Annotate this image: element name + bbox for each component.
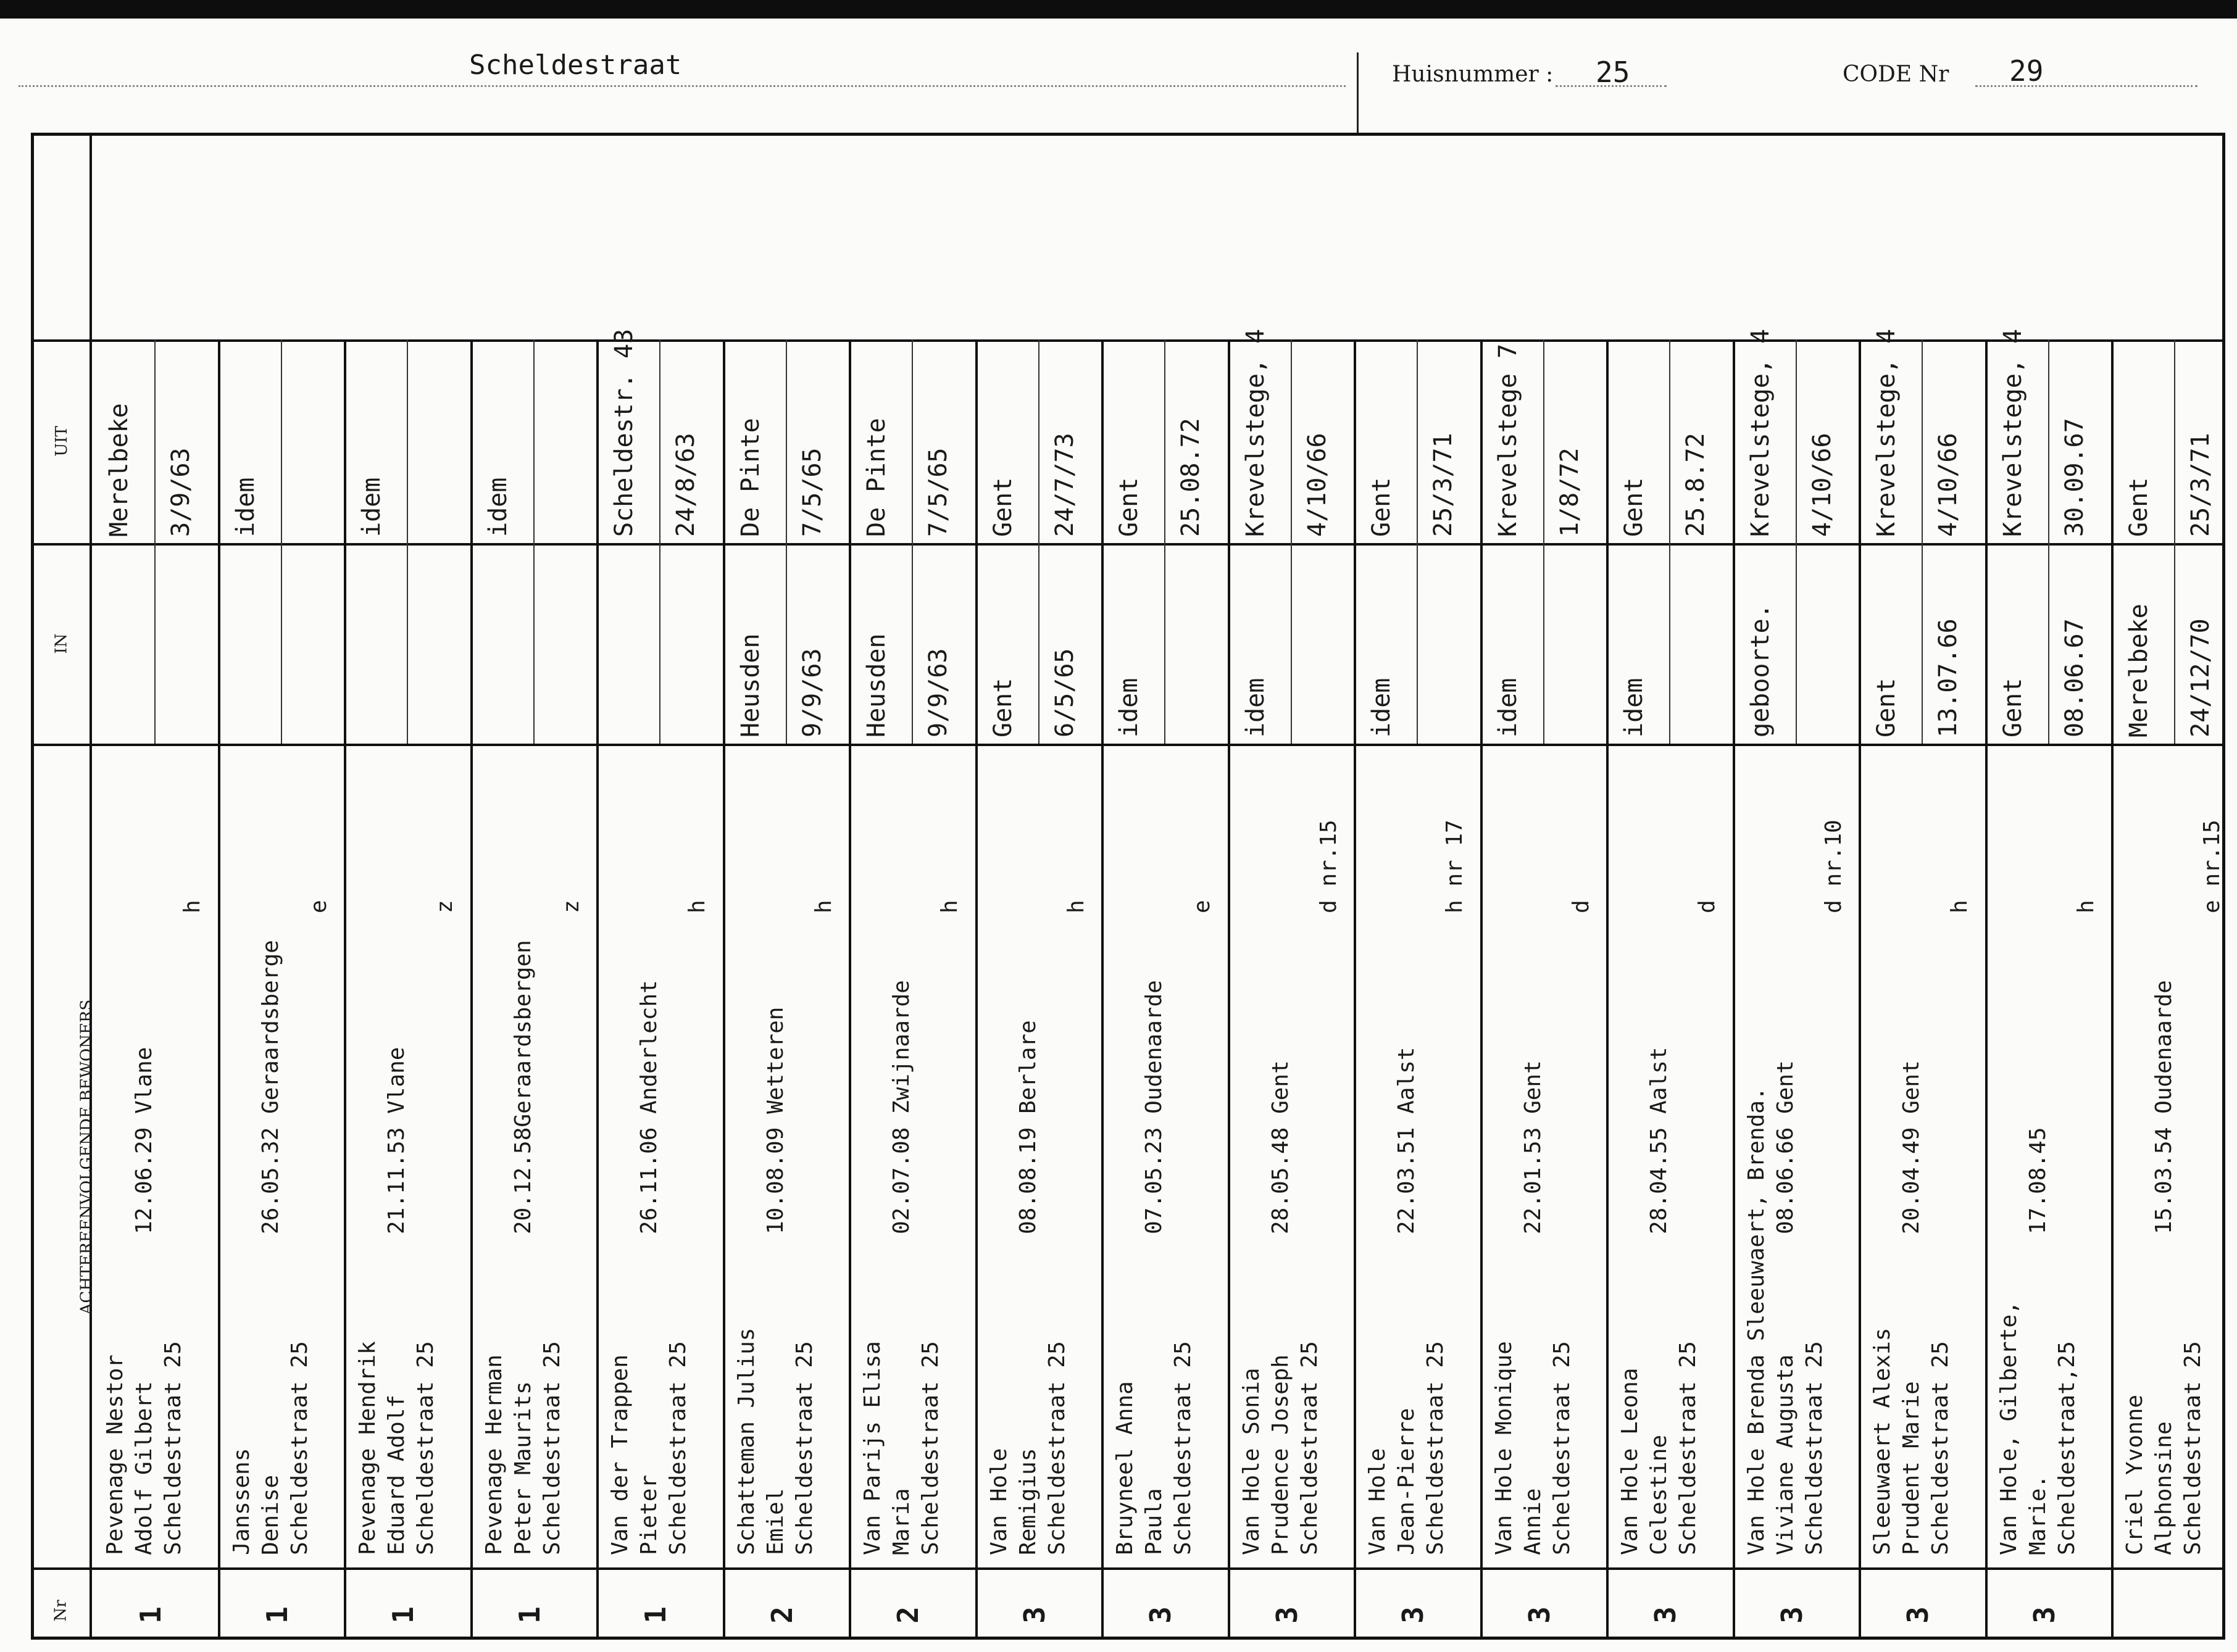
uit-place: Krevelstege, 4 [1746,328,1775,537]
resident-name: Pevenage Herman [481,1354,507,1555]
resident-relation: h [810,900,836,913]
resident-address: Scheldestraat 25 [1044,1341,1070,1555]
row-divider [723,339,725,1637]
label-column-divider [90,136,92,1637]
row-divider [1733,339,1735,1637]
in-place: idem [1367,678,1396,737]
resident-birth: 15.03.54 Oudenaarde [2151,980,2177,1234]
resident-given-names: Prudence Joseph [1267,1354,1293,1555]
resident-given-names: Marie. [2025,1474,2051,1555]
uit-date: 25.08.72 [1177,418,1205,537]
date-divider [1038,339,1039,744]
resident-relation: z [432,900,457,913]
resident-given-names: Annie [1520,1488,1546,1555]
household-number: 2 [891,1606,925,1624]
row-divider [218,339,220,1637]
code-label: CODE Nr [1843,62,1949,87]
resident-address: Scheldestraat 25 [2180,1341,2206,1555]
resident-birth: 21.11.53 Vlane [384,1047,409,1234]
resident-given-names: Jean-Pierre [1394,1408,1419,1555]
resident-birth: 02.07.08 Zwijnaarde [889,980,914,1234]
column-label-bewoners: ACHTEREENVOLGENDE BEWONERS [77,999,96,1315]
uit-place: Krevelstege 7 [1493,343,1522,537]
resident-birth: 20.12.58Geraardsbergen [510,940,536,1234]
resident-name: Pevenage Nestor [102,1354,128,1555]
in-place: Heusden [736,633,765,737]
resident-relation: d nr.15 [1315,820,1341,913]
date-divider [912,339,913,744]
header-divider [1357,52,1359,133]
resident-given-names: Paula [1141,1488,1167,1555]
resident-name: Van Hole [1365,1448,1390,1555]
in-date: 9/9/63 [924,648,952,737]
in-place: Gent [988,678,1017,737]
date-divider [533,339,535,744]
row-divider [470,339,473,1637]
in-place: idem [1241,678,1270,737]
household-number: 2 [765,1606,799,1624]
resident-given-names: Pieter [636,1474,662,1555]
resident-relation: e [306,900,331,913]
huisnummer-value: 25 [1596,56,1630,89]
uit-date: 3/9/63 [167,447,195,537]
uit-place: Gent [988,477,1017,537]
household-number: 1 [386,1606,420,1624]
resident-birth: 26.11.06 Anderlecht [636,980,662,1234]
resident-name: Van der Trappen [607,1354,633,1555]
resident-birth: 12.06.29 Vlane [131,1047,157,1234]
resident-address: Scheldestraat 25 [1549,1341,1575,1555]
resident-address: Scheldestraat 25 [1423,1341,1448,1555]
resident-relation: h [180,900,205,913]
row-divider [1480,339,1483,1637]
resident-relation: e nr.15 [2199,820,2225,913]
date-divider [1164,339,1165,744]
uit-date: 24/8/63 [672,433,700,537]
resident-relation: h [2073,900,2099,913]
date-divider [407,339,408,744]
resident-relation: h [937,900,962,913]
date-divider [786,339,787,744]
resident-name: Van Hole Monique [1491,1341,1517,1555]
date-divider [2174,339,2175,744]
resident-relation: h [1063,900,1089,913]
uit-place: Krevelstege, 4 [1241,328,1270,537]
street-name: Scheldestraat [469,49,682,81]
household-number: 3 [1017,1606,1051,1624]
resident-birth: 10.08.09 Wetteren [762,1007,788,1234]
row-divider [344,339,346,1637]
code-dotted-line [1975,85,2197,87]
uit-place: De Pinte [862,418,891,537]
resident-name: Van Hole Sonia [1238,1368,1264,1555]
row-divider [1985,339,1988,1637]
resident-given-names: Emiel [762,1488,788,1555]
uit-date: 30.09.67 [2060,418,2089,537]
uit-place: Gent [2125,477,2153,537]
residents-table [31,133,2225,1640]
in-place: Gent [1872,678,1901,737]
resident-name: Van Parijs Elisa [860,1341,885,1555]
resident-address: Scheldestraat 25 [918,1341,943,1555]
resident-birth: 26.05.32 Geraardsberge [257,940,283,1234]
date-divider [1543,339,1544,744]
uit-date: 1/8/72 [1555,447,1584,537]
resident-birth: 07.05.23 Oudenaarde [1141,980,1167,1234]
resident-name: Criel Yvonne [2122,1394,2147,1555]
household-number: 3 [1270,1606,1304,1624]
household-number: 3 [1648,1606,1682,1624]
resident-name: Janssens [228,1448,254,1555]
in-place: idem [1115,678,1143,737]
row-divider [849,339,851,1637]
in-place: Merelbeke [2125,604,2153,737]
in-place: geboorte. [1746,604,1775,737]
resident-address: Scheldestraat 25 [1170,1341,1196,1555]
resident-birth: 08.08.19 Berlare [1015,1020,1041,1234]
date-divider [154,339,156,744]
household-number: 3 [1901,1606,1935,1624]
household-number: 3 [1775,1606,1809,1624]
column-label-in: IN [52,633,71,654]
in-date: 6/5/65 [1050,648,1079,737]
uit-date: 25/3/71 [1429,433,1457,537]
date-divider [281,339,282,744]
resident-address: Scheldestraat 25 [160,1341,186,1555]
resident-address: Scheldestraat 25 [539,1341,565,1555]
uit-date: 7/5/65 [798,447,827,537]
resident-given-names: Peter Maurits [510,1381,536,1555]
in-bewoners-divider [34,744,2222,746]
uit-date: 24/7/73 [1050,433,1079,537]
resident-birth: 22.03.51 Aalst [1394,1047,1419,1234]
household-number: 3 [1396,1606,1430,1624]
resident-given-names: Denise [257,1474,283,1555]
resident-birth: 22.01.53 Gent [1520,1060,1546,1234]
resident-relation: d [1568,900,1594,913]
uit-date: 7/5/65 [924,447,952,537]
resident-address: Scheldestraat 25 [286,1341,312,1555]
resident-given-names: Viviane Augusta [1772,1354,1798,1555]
huisnummer-dotted-line [1556,85,1667,87]
uit-place: De Pinte [736,418,765,537]
resident-given-names: Prudent Marie [1899,1381,1924,1555]
row-divider [1606,339,1609,1637]
row-divider [1859,339,1861,1637]
resident-relation: h [1947,900,1972,913]
uit-date: 4/10/66 [1807,433,1836,537]
row-divider [1228,339,1230,1637]
date-divider [1669,339,1670,744]
resident-name: Van Hole [986,1448,1012,1555]
resident-address: Scheldestraat 25 [665,1341,691,1555]
uit-date: 4/10/66 [1302,433,1331,537]
uit-place: idem [231,477,260,537]
resident-address: Scheldestraat 25 [1675,1341,1701,1555]
uit-place: Gent [1115,477,1143,537]
in-date: 08.06.67 [2060,618,2089,737]
in-place: Gent [1998,678,2027,737]
resident-name: Van Hole Leona [1617,1368,1643,1555]
in-place: idem [1493,678,1522,737]
resident-relation: z [558,900,584,913]
uit-date: 25.8.72 [1681,433,1710,537]
resident-relation: d nr.10 [1820,820,1846,913]
household-number: 1 [638,1606,672,1624]
uit-place: Scheldestr. 43 [610,328,638,537]
resident-address: Scheldestraat 25 [1801,1341,1827,1555]
resident-name: Schatteman Julius [733,1327,759,1555]
resident-given-names: Eduard Adolf [384,1394,409,1555]
uit-place: Gent [1620,477,1648,537]
street-dotted-line [19,85,1346,87]
bewoners-nr-divider [34,1567,2222,1570]
household-number: 1 [260,1606,294,1624]
resident-name: Sleeuwaert Alexis [1870,1327,1895,1555]
resident-name: Van Hole, Gilberte, [1996,1301,2022,1555]
resident-name: Van Hole Brenda Sleeuwaert, Brenda. [1743,1087,1769,1555]
uit-place: idem [483,477,512,537]
resident-birth: 20.04.49 Gent [1899,1060,1924,1234]
date-divider [1291,339,1292,744]
household-number: 1 [133,1606,167,1624]
code-value: 29 [2009,54,2044,88]
row-divider [1354,339,1356,1637]
uit-place: idem [357,477,386,537]
date-divider [2048,339,2049,744]
resident-birth: 28.04.55 Aalst [1646,1047,1672,1234]
household-number: 3 [2027,1606,2061,1624]
resident-address: Scheldestraat 25 [1928,1341,1953,1555]
uit-place: Krevelstege, 4 [1998,328,2027,537]
resident-relation: h [685,900,710,913]
in-date: 24/12/70 [2186,618,2215,737]
resident-given-names: Alphonsine [2151,1421,2177,1555]
resident-relation: h nr 17 [1442,820,1467,913]
row-divider [975,339,978,1637]
resident-birth: 17.08.45 [2025,1127,2051,1234]
in-place: Heusden [862,633,891,737]
resident-birth: 28.05.48 Gent [1267,1060,1293,1234]
row-divider [596,339,599,1637]
in-date: 9/9/63 [798,648,827,737]
date-divider [659,339,660,744]
huisnummer-label: Huisnummer : [1392,62,1554,87]
uit-date: 4/10/66 [1934,433,1962,537]
resident-given-names: Adolf Gilbert [131,1381,157,1555]
resident-address: Scheldestraat 25 [791,1341,817,1555]
resident-name: Pevenage Hendrik [355,1341,380,1555]
resident-relation: d [1694,900,1720,913]
row-divider [2111,339,2114,1637]
date-divider [1417,339,1418,744]
resident-given-names: Celestine [1646,1434,1672,1555]
resident-birth: 08.06.66 Gent [1772,1060,1798,1234]
resident-given-names: Maria [889,1488,914,1555]
resident-name: Bruyneel Anna [1112,1381,1138,1555]
date-divider [1796,339,1797,744]
uit-in-divider [34,543,2222,546]
household-number: 3 [1143,1606,1177,1624]
resident-address: Scheldestraat 25 [1296,1341,1322,1555]
uit-place: Gent [1367,477,1396,537]
resident-given-names: Remigius [1015,1448,1041,1555]
column-label-uit: UIT [52,426,71,457]
column-label-nr: Nr [51,1600,70,1622]
uit-place: Krevelstege, 4 [1872,328,1901,537]
resident-address: Scheldestraat,25 [2054,1341,2080,1555]
in-place: idem [1620,678,1648,737]
resident-address: Scheldestraat 25 [413,1341,438,1555]
uit-date: 25/3/71 [2186,433,2215,537]
uit-place: Merelbeke [105,403,133,537]
resident-relation: e [1189,900,1215,913]
row-divider [1101,339,1104,1637]
scan-top-border [0,0,2237,19]
household-number: 3 [1522,1606,1556,1624]
in-date: 13.07.66 [1934,618,1962,737]
date-divider [1922,339,1923,744]
household-number: 1 [512,1606,546,1624]
